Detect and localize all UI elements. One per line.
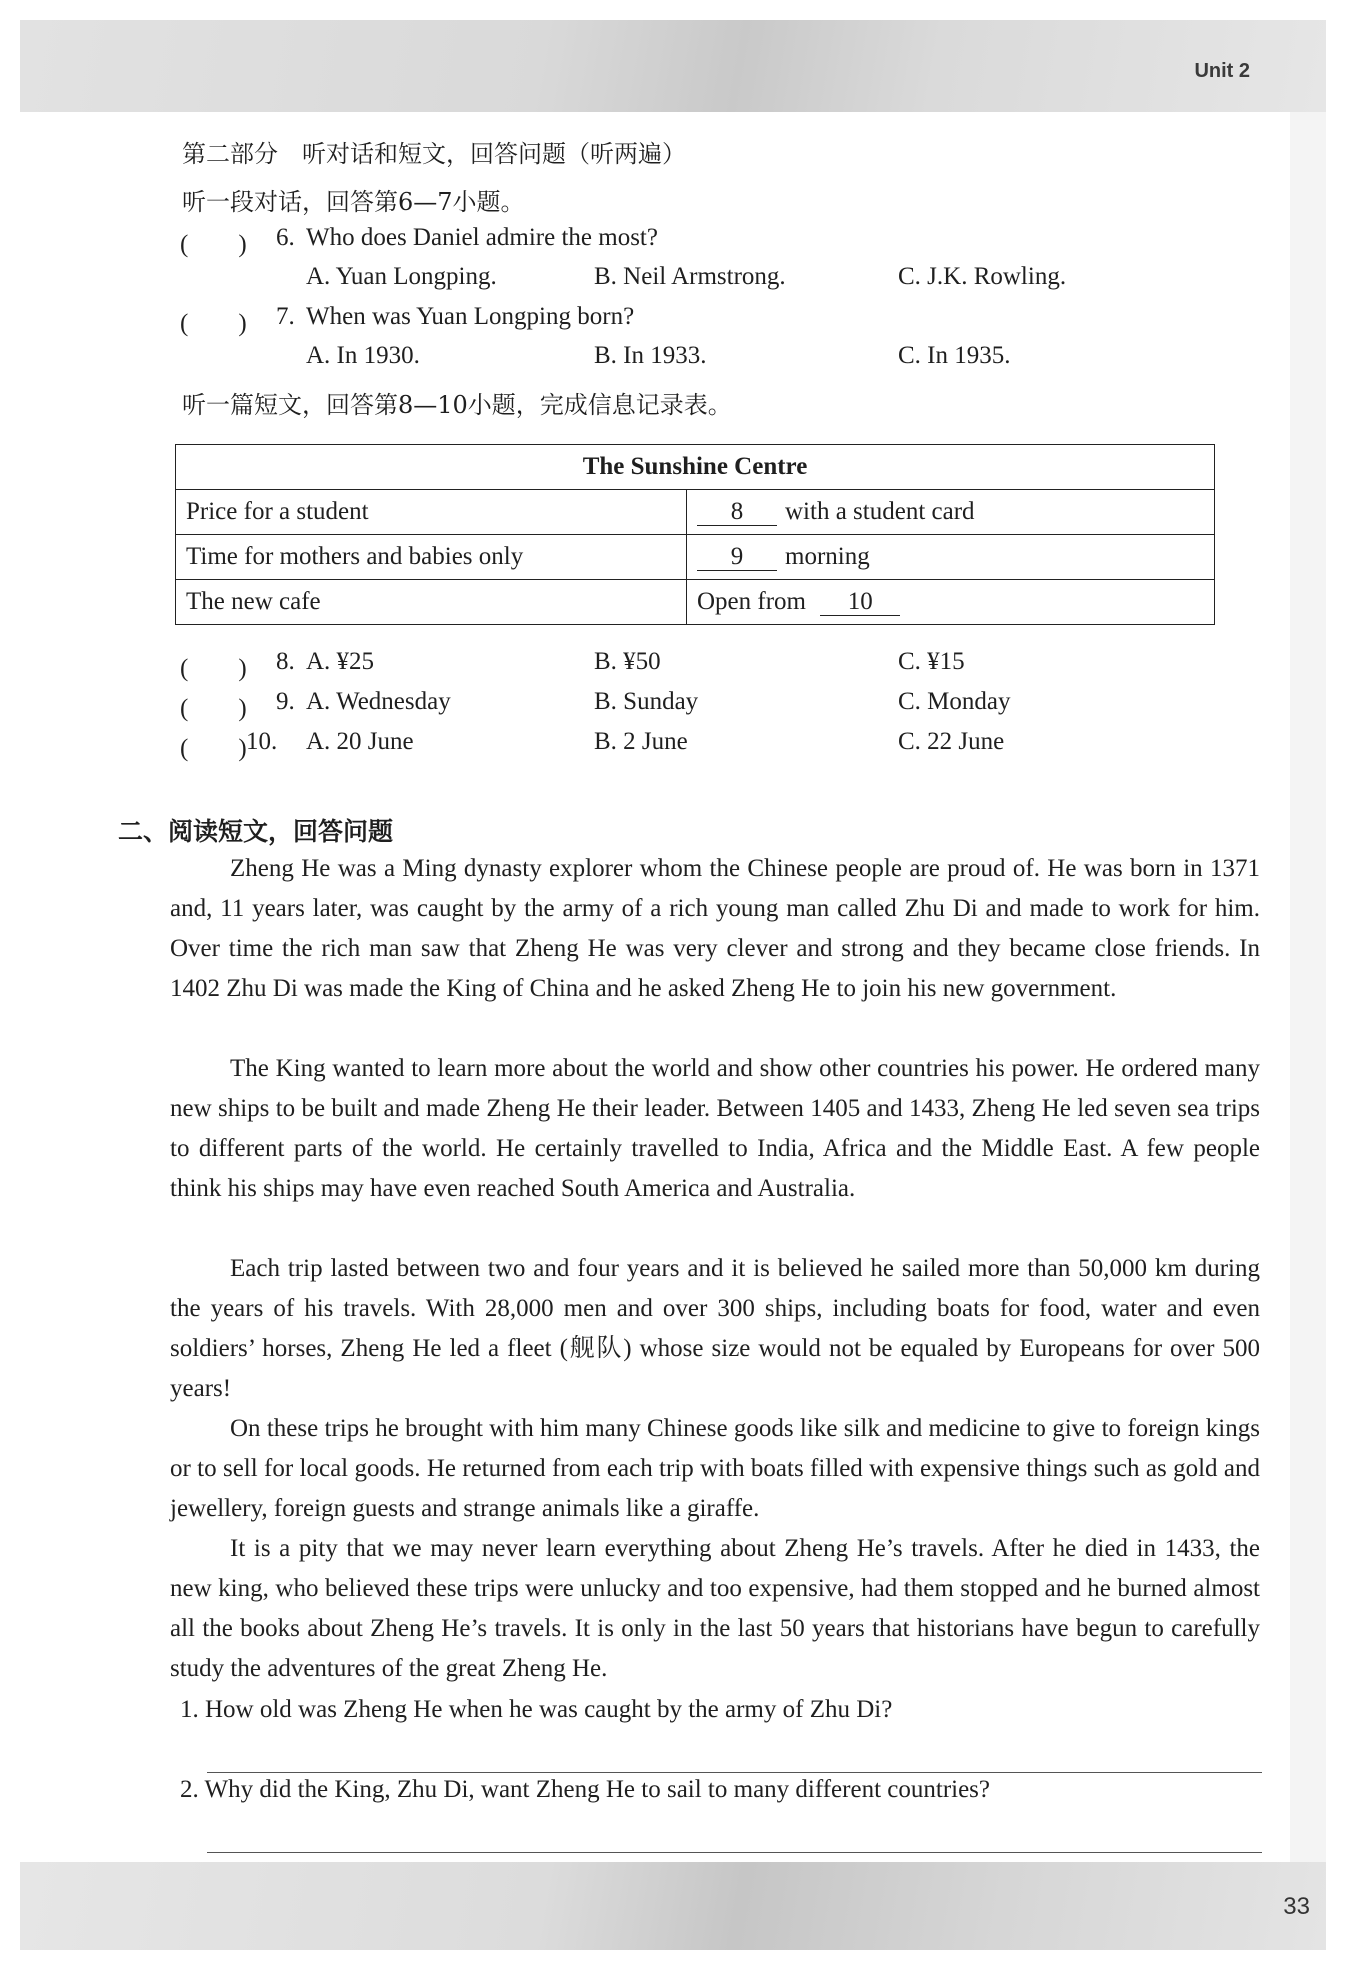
reading-heading: 二、阅读短文，回答问题 — [118, 817, 394, 846]
answer-line-1[interactable] — [207, 1772, 1262, 1773]
dialogue-instruction: 听一段对话，回答第6—7小题。 — [182, 188, 525, 216]
paragraph-5: It is a pity that we may never learn everything about Zheng He’s travels. After he died in 1433, the new king, who believed these trips were unlucky and too expensive, had them stopped and he burned almost all the books about Zheng He’s travels. It is only in the last 50 years that historians have begun to carefully study the adventures of the great Zheng He. — [170, 1535, 1260, 1682]
option-8b: B. ¥50 — [594, 648, 661, 675]
answer-bracket-9[interactable]: ( ) — [180, 695, 247, 722]
paragraph-1: Zheng He was a Ming dynasty explorer whom the Chinese people are proud of. He was born in 1371 and, 11 years later, was caught by the army of a rich young man called Zhu Di and made to work for him. Over time the rich man saw that Zheng He was very clever and strong and they became close friends. In 1402 Zhu Di was made the King of China and he asked Zheng He to join his new government. — [170, 855, 1260, 1002]
table-title: The Sunshine Centre — [176, 445, 1215, 490]
row-suffix: with a student card — [785, 498, 975, 525]
blank-8[interactable]: 8 — [697, 499, 777, 526]
option-6b: B. Neil Armstrong. — [594, 263, 786, 290]
question-number-10: 10. — [246, 728, 278, 755]
part2-heading: 第二部分 听对话和短文，回答问题（听两遍） — [182, 140, 686, 168]
unit-label: Unit 2 — [1194, 60, 1250, 82]
option-7a: A. In 1930. — [306, 342, 420, 369]
option-9b: B. Sunday — [594, 688, 699, 715]
row-prefix: Open from — [697, 588, 806, 615]
row-value — [687, 490, 1215, 535]
question-number-8: 8. — [276, 648, 295, 675]
row-value — [687, 580, 1215, 625]
paragraph-4: On these trips he brought with him many Chinese goods like silk and medicine to give to foreign kings or to sell for local goods. He returned from each trip with boats filled with expensive things such as gold and jewellery, foreign guests and strange animals like a giraffe. — [170, 1415, 1260, 1522]
row-suffix: morning — [785, 543, 870, 570]
answer-bracket-6[interactable]: ( ) — [180, 231, 247, 258]
answer-bracket-7[interactable]: ( ) — [180, 310, 247, 337]
question-number-7: 7. — [276, 303, 295, 330]
answer-bracket-10[interactable]: ( ) — [180, 735, 247, 762]
option-8a: A. ¥25 — [306, 648, 375, 675]
option-10b: B. 2 June — [594, 728, 688, 755]
table-row — [176, 580, 1215, 625]
option-7b: B. In 1933. — [594, 342, 707, 369]
footer-band — [20, 1862, 1326, 1950]
answer-line-2[interactable] — [207, 1852, 1262, 1853]
table-row — [176, 490, 1215, 535]
paragraph-3: Each trip lasted between two and four years and it is believed he sailed more than 50,000 km during the years of his travels. With 28,000 men and over 300 ships, including boats for food, water and even soldiers’ horses, Zheng He led a fleet (舰队) whose size would not be equaled by Europeans for over 500 years! — [170, 1255, 1260, 1402]
reading-question-1: 1. How old was Zheng He when he was caught by the army of Zhu Di? — [180, 1696, 893, 1723]
page-number: 33 — [1283, 1893, 1310, 1920]
reading-question-2: 2. Why did the King, Zhu Di, want Zheng He to sail to many different countries? — [180, 1776, 991, 1803]
option-6c: C. J.K. Rowling. — [898, 263, 1067, 290]
passage-instruction: 听一篇短文，回答第8—10小题，完成信息记录表。 — [182, 391, 732, 419]
row-label: Price for a student — [176, 490, 687, 535]
option-6a: A. Yuan Longping. — [306, 263, 497, 290]
option-9c: C. Monday — [898, 688, 1011, 715]
question-text-6: Who does Daniel admire the most? — [306, 224, 658, 251]
table-row — [176, 535, 1215, 580]
question-text-7: When was Yuan Longping born? — [306, 303, 635, 330]
option-9a: A. Wednesday — [306, 688, 451, 715]
answer-bracket-8[interactable]: ( ) — [180, 655, 247, 682]
sunshine-centre-table — [175, 444, 1215, 625]
blank-10[interactable]: 10 — [820, 589, 900, 616]
option-7c: C. In 1935. — [898, 342, 1011, 369]
row-value — [687, 535, 1215, 580]
row-label: Time for mothers and babies only — [176, 535, 687, 580]
question-number-6: 6. — [276, 224, 295, 251]
option-10a: A. 20 June — [306, 728, 414, 755]
question-number-9: 9. — [276, 688, 295, 715]
blank-9[interactable]: 9 — [697, 544, 777, 571]
header-band — [20, 20, 1326, 112]
option-8c: C. ¥15 — [898, 648, 965, 675]
paragraph-2: The King wanted to learn more about the world and show other countries his power. He ordered many new ships to be built and made Zheng He their leader. Between 1405 and 1433, Zheng He led seven sea trips to different parts of the world. He certainly travelled to India, Africa and the Middle East. A few people think his ships may have even reached South America and Australia. — [170, 1055, 1260, 1202]
option-10c: C. 22 June — [898, 728, 1005, 755]
row-label: The new cafe — [176, 580, 687, 625]
